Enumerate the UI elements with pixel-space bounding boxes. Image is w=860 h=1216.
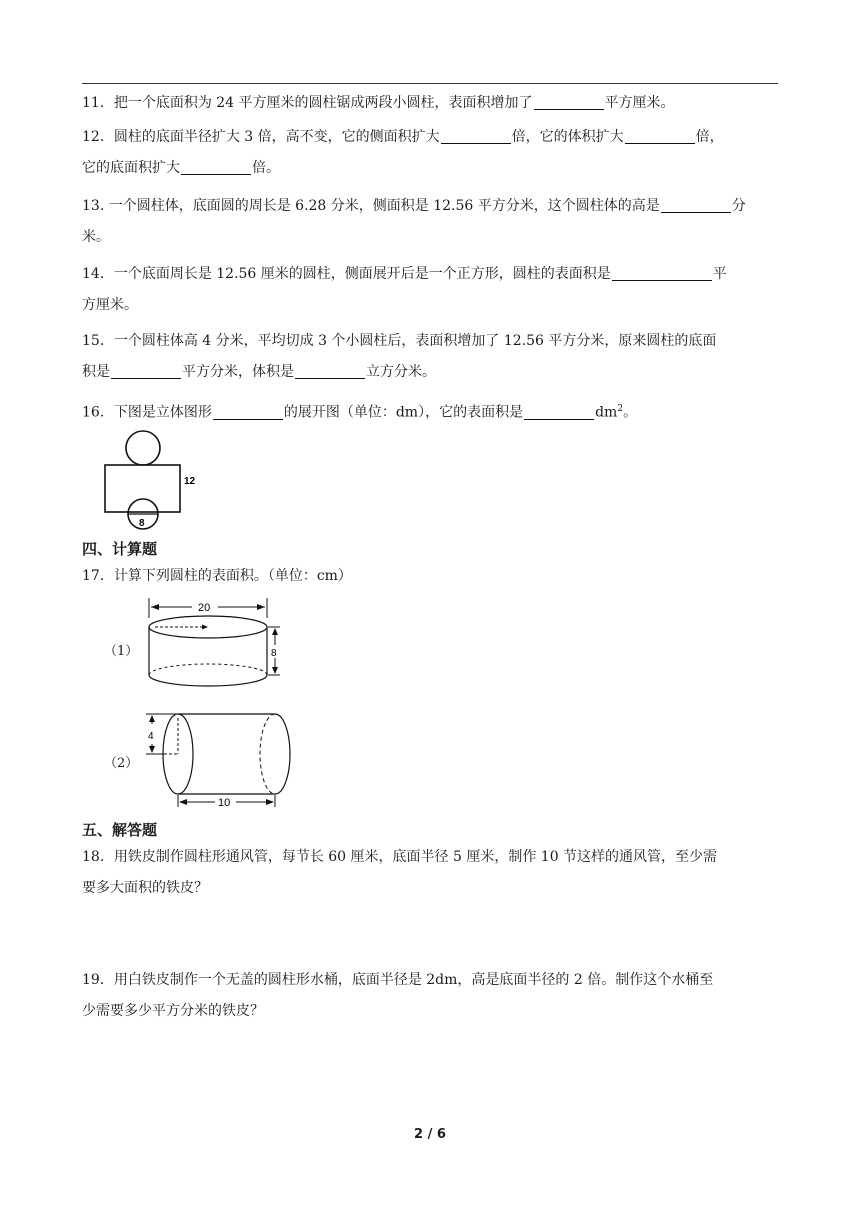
arrowhead [179, 799, 187, 805]
question-15 [82, 326, 778, 388]
question-19 [82, 965, 778, 1027]
question-text: 19．用白铁皮制作一个无盖的圆柱形水桶，底面半径是 2dm，高是底面半径的 2 倍。制作这个水桶至 [82, 972, 714, 988]
question-text: 分 [731, 198, 746, 214]
right-back-arc [260, 714, 275, 794]
answer-blank[interactable] [111, 360, 181, 379]
arrowhead [149, 746, 155, 753]
arrowhead [266, 799, 274, 805]
question-text: 11．把一个底面积为 24 平方厘米的圆柱锯成两段小圆柱，表面积增加了 [82, 95, 533, 111]
question-text: 平方分米，体积是 [182, 364, 294, 380]
arrowhead [202, 625, 208, 630]
height-label: 12 [184, 476, 196, 487]
superscript: 2 [617, 404, 624, 414]
cylinder-figure-2 [144, 710, 304, 816]
section-heading: 五、解答题 [82, 821, 158, 839]
question-text: 倍，它的体积扩大 [511, 129, 624, 145]
cylinder-net-figure [98, 428, 208, 536]
question-text: 积是 [82, 364, 110, 380]
question-17 [82, 561, 778, 592]
lateral-rectangle [105, 465, 180, 512]
question-16 [82, 394, 778, 425]
answer-blank[interactable] [625, 125, 695, 144]
height-label: 8 [271, 648, 277, 659]
cylinder-figure-1 [140, 596, 290, 700]
answer-blank[interactable] [661, 194, 731, 213]
answer-blank[interactable] [534, 91, 604, 110]
question-text: 平方厘米。 [604, 95, 675, 111]
question-text: dm [595, 404, 618, 421]
length-label: 10 [218, 797, 231, 809]
top-circle [126, 431, 160, 465]
subquestion-label: （2） [104, 756, 139, 771]
question-text: 13. 一个圆柱体，底面圆的周长是 6.28 分米，侧面积是 12.56 平方分米，这个圆柱体的高是 [82, 198, 660, 214]
arrowhead [272, 667, 278, 674]
page-number: 2 / 6 [414, 1127, 446, 1142]
section-heading: 四、计算题 [82, 540, 158, 558]
question-text: 立方分米。 [366, 364, 436, 380]
diameter-label: 20 [198, 602, 211, 614]
question-13 [82, 191, 778, 253]
arrowhead [272, 628, 278, 635]
question-text: 要多大面积的铁皮？ [82, 880, 208, 896]
answer-blank[interactable] [295, 360, 365, 379]
bottom-back-arc [149, 664, 267, 675]
answer-blank[interactable] [181, 156, 251, 175]
question-text: 它的底面积扩大 [82, 160, 180, 176]
question-text: 方厘米。 [82, 297, 138, 313]
question-text: 倍， [695, 129, 724, 145]
question-text: 。 [623, 404, 638, 421]
arrowhead [257, 604, 265, 610]
answer-blank[interactable] [612, 262, 712, 281]
question-text: 倍。 [252, 160, 280, 176]
question-text: 17．计算下列圆柱的表面积。（单位：cm） [82, 568, 352, 584]
question-text: 的展开图（单位：dm），它的表面积是 [283, 404, 524, 421]
question-text: 米。 [82, 229, 110, 245]
question-text: 12．圆柱的底面半径扩大 3 倍，高不变，它的侧面积扩大 [82, 129, 440, 145]
question-12 [82, 122, 778, 184]
subquestion-label: （1） [104, 644, 139, 659]
arrowhead [151, 604, 159, 610]
question-text: 平 [712, 266, 727, 282]
answer-blank[interactable] [213, 401, 283, 420]
question-11 [82, 88, 778, 119]
answer-blank[interactable] [524, 401, 594, 420]
question-text: 16．下图是立体图形 [82, 404, 212, 421]
question-text: 15．一个圆柱体高 4 分米，平均切成 3 个小圆柱后，表面积增加了 12.56 平方分米，原来圆柱的底面 [82, 333, 717, 349]
question-text: 少需要多少平方分米的铁皮？ [82, 1003, 264, 1019]
bottom-front-arc [149, 675, 267, 686]
radius-label: 4 [148, 731, 154, 742]
answer-blank[interactable] [441, 125, 511, 144]
question-18 [82, 842, 778, 904]
right-front-arc [275, 714, 290, 794]
diameter-label: 8 [139, 518, 145, 529]
header-rule [82, 83, 778, 84]
arrowhead [149, 715, 155, 722]
question-text: 18．用铁皮制作圆柱形通风管，每节长 60 厘米，底面半径 5 厘米，制作 10 节这样的通风管，至少需 [82, 849, 718, 865]
question-14 [82, 259, 778, 321]
question-text: 14．一个底面周长是 12.56 厘米的圆柱，侧面展开后是一个正方形，圆柱的表面积是 [82, 266, 611, 282]
